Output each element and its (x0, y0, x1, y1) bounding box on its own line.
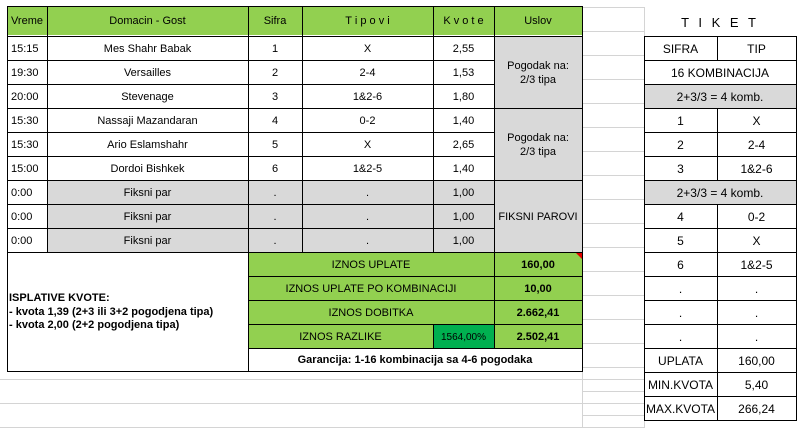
uslov-group-2[interactable]: Pogodak na: 2/3 tipa (494, 109, 582, 181)
light-gridline (582, 7, 644, 8)
tiket-border (644, 420, 796, 421)
row-6-sifra[interactable]: 6 (271, 163, 279, 175)
row-3-kvota[interactable]: 1,80 (452, 91, 475, 103)
row-2-tip[interactable]: 2-4 (359, 67, 376, 79)
row-2-match[interactable]: Versailles (123, 67, 172, 79)
light-gridline (582, 151, 644, 152)
tiket-min-label[interactable]: MIN.KVOTA (647, 378, 714, 392)
tiket-border (717, 228, 718, 252)
tiket-uplata-label[interactable]: UPLATA (658, 354, 703, 368)
header-tipovi[interactable]: T i p o v i (302, 7, 433, 35)
table-border (7, 204, 494, 205)
dobitka-value[interactable]: 2.662,41 (494, 301, 582, 325)
row-8-sifra[interactable]: . (248, 205, 302, 229)
row-3-time[interactable]: 20:00 (11, 91, 39, 103)
light-gridline (582, 295, 644, 296)
row-1-time[interactable]: 15:15 (11, 43, 39, 55)
tiket-border (717, 300, 718, 324)
row-9-time[interactable]: 0:00 (11, 235, 33, 247)
tiket-border (644, 324, 796, 325)
row-2-sifra[interactable]: 2 (271, 67, 279, 79)
table-border (7, 60, 494, 61)
table-border (494, 252, 495, 349)
light-gridline (582, 319, 644, 320)
tiket-group-2[interactable]: 2+3/3 = 4 komb. (644, 181, 796, 205)
row-8-time[interactable]: 0:00 (11, 211, 33, 223)
light-gridline (582, 223, 644, 224)
light-gridline (582, 415, 644, 416)
tiket-border (644, 156, 796, 157)
light-gridline (582, 31, 644, 32)
tiket-row-tip[interactable]: 2-4 (747, 138, 766, 152)
row-4-match[interactable]: Nassaji Mazandaran (97, 115, 198, 127)
tiket-border (717, 252, 718, 276)
row-4-time[interactable]: 15:30 (11, 115, 39, 127)
tiket-row-tip[interactable]: 0-2 (747, 210, 766, 224)
row-5-tip[interactable]: X (363, 139, 372, 151)
header-sifra[interactable]: Sifra (248, 7, 302, 35)
table-border (494, 108, 582, 109)
light-gridline (582, 343, 644, 344)
tiket-border (717, 108, 718, 132)
row-8-tip[interactable]: . (302, 205, 433, 229)
tiket-border (644, 204, 796, 205)
tiket-row-sifra[interactable]: . (678, 282, 683, 296)
light-gridline (582, 103, 644, 104)
table-border (248, 276, 582, 277)
row-8-kvota[interactable]: 1,00 (433, 205, 494, 229)
table-border (494, 6, 495, 253)
light-gridline (582, 271, 644, 272)
tiket-row-tip[interactable]: . (754, 330, 759, 344)
header-vreme[interactable]: Vreme (7, 7, 47, 35)
razlike-label[interactable]: IZNOS RAZLIKE (248, 325, 433, 349)
row-6-tip[interactable]: 1&2-5 (352, 163, 383, 175)
table-border (248, 252, 249, 372)
tiket-border (644, 84, 796, 85)
tiket-border (644, 348, 796, 349)
row-7-kvota[interactable]: 1,00 (433, 181, 494, 205)
tiket-kombinacija[interactable]: 16 KOMBINACIJA (670, 66, 770, 80)
tiket-border (796, 36, 797, 421)
row-8-match[interactable]: Fiksni par (47, 205, 248, 229)
table-border (7, 6, 8, 253)
light-gridline (582, 391, 644, 392)
tiket-row-tip[interactable]: X (752, 234, 761, 248)
row-1-sifra[interactable]: 1 (271, 43, 279, 55)
tiket-border (644, 108, 796, 109)
iznos-uplate-label[interactable]: IZNOS UPLATE (248, 253, 494, 277)
tiket-row-tip[interactable]: X (752, 114, 761, 128)
tiket-min-value[interactable]: 5,40 (744, 378, 769, 392)
tiket-border (644, 252, 796, 253)
po-kombinaciji-value[interactable]: 10,00 (494, 277, 582, 301)
row-5-match[interactable]: Ario Eslamshahr (107, 139, 188, 151)
table-border (7, 132, 494, 133)
tiket-border (717, 396, 718, 420)
table-border (248, 6, 249, 253)
tiket-border (644, 396, 796, 397)
tiket-max-label[interactable]: MAX.KVOTA (645, 402, 716, 416)
table-border (7, 228, 494, 229)
table-border (7, 180, 494, 181)
header-uslov[interactable]: Uslov (494, 7, 582, 35)
table-border (7, 84, 494, 85)
light-gridline (582, 199, 644, 200)
table-border (7, 6, 582, 7)
row-7-sifra[interactable]: . (248, 181, 302, 205)
tiket-border (644, 36, 796, 37)
row-5-kvota[interactable]: 2,65 (452, 139, 475, 151)
row-4-tip[interactable]: 0-2 (359, 115, 376, 127)
tiket-row-sifra[interactable]: . (678, 330, 683, 344)
row-3-tip[interactable]: 1&2-6 (352, 91, 383, 103)
dobitka-label[interactable]: IZNOS DOBITKA (248, 301, 494, 325)
light-gridline (582, 79, 644, 80)
tiket-row-tip[interactable]: 1&2-6 (740, 162, 773, 176)
table-border (7, 36, 494, 37)
tiket-border (717, 156, 718, 180)
light-gridline (0, 379, 644, 380)
tiket-row-sifra[interactable]: . (678, 306, 683, 320)
tiket-row-sifra[interactable]: 6 (677, 258, 684, 272)
table-border (7, 108, 494, 109)
table-border (248, 300, 582, 301)
tiket-row-sifra[interactable]: 3 (677, 162, 684, 176)
row-1-tip[interactable]: X (363, 43, 372, 55)
uslov-group-3[interactable]: FIKSNI PAROVI (494, 181, 582, 253)
table-border (7, 156, 494, 157)
tiket-max-value[interactable]: 266,24 (738, 402, 775, 416)
header-match[interactable]: Domacin - Gost (47, 7, 248, 35)
tiket-border (717, 372, 718, 396)
table-border (248, 348, 582, 349)
isplative-kvote-note: ISPLATIVE KVOTE: - kvota 1,39 (2+3 ili 3+2 pogodjena tipa) - kvota 2,00 (2+2 pogodjena tipa) (9, 292, 214, 331)
table-border (7, 252, 582, 253)
iznos-uplate-value[interactable]: 160,00 (494, 253, 582, 277)
tiket-group-1[interactable]: 2+3/3 = 4 komb. (644, 85, 796, 109)
row-6-match[interactable]: Dordoi Bishkek (110, 163, 185, 175)
tiket-border (644, 36, 645, 421)
light-gridline (582, 55, 644, 56)
table-border (433, 324, 434, 349)
table-border (47, 6, 48, 253)
tiket-border (717, 204, 718, 228)
tiket-row-sifra[interactable]: 5 (677, 234, 684, 248)
tiket-border (717, 324, 718, 348)
tiket-border (644, 228, 796, 229)
tiket-border (717, 36, 718, 60)
tiket-header-tip[interactable]: TIP (747, 42, 766, 56)
tiket-border (644, 300, 796, 301)
tiket-border (644, 276, 796, 277)
uslov-group-1[interactable]: Pogodak na: 2/3 tipa (494, 37, 582, 109)
tiket-uplata-value[interactable]: 160,00 (738, 354, 775, 368)
light-gridline (0, 403, 644, 404)
light-gridline (582, 127, 644, 128)
tiket-border (644, 180, 796, 181)
table-border (302, 6, 303, 253)
row-1-match[interactable]: Mes Shahr Babak (103, 43, 192, 55)
table-border (494, 180, 582, 181)
row-9-kvota[interactable]: 1,00 (433, 229, 494, 253)
tiket-border (717, 348, 718, 372)
row-3-match[interactable]: Stevenage (121, 91, 174, 103)
tiket-row-tip[interactable]: . (754, 306, 759, 320)
row-5-time[interactable]: 15:30 (11, 139, 39, 151)
row-2-time[interactable]: 19:30 (11, 67, 39, 79)
tiket-row-sifra[interactable]: 2 (677, 138, 684, 152)
row-2-kvota[interactable]: 1,53 (452, 67, 475, 79)
row-5-sifra[interactable]: 5 (271, 139, 279, 151)
table-border (7, 252, 8, 372)
row-9-sifra[interactable]: . (248, 229, 302, 253)
tiket-row-tip[interactable]: 1&2-5 (740, 258, 773, 272)
tiket-border (717, 132, 718, 156)
light-gridline (582, 247, 644, 248)
header-kvote[interactable]: K v o t e (433, 7, 494, 35)
row-4-sifra[interactable]: 4 (271, 115, 279, 127)
row-1-kvota[interactable]: 2,55 (452, 43, 475, 55)
tiket-row-sifra[interactable]: 1 (677, 114, 684, 128)
tiket-header-sifra[interactable]: SIFRA (662, 42, 699, 56)
table-border (582, 252, 583, 372)
table-border (248, 324, 582, 325)
tiket-border (644, 372, 796, 373)
tiket-title: T I K E T (681, 14, 759, 30)
tiket-border (644, 132, 796, 133)
row-4-kvota[interactable]: 1,40 (452, 115, 475, 127)
tiket-border (717, 276, 718, 300)
tiket-row-tip[interactable]: . (754, 282, 759, 296)
light-gridline (582, 175, 644, 176)
razlike-percent[interactable]: 1564,00% (433, 325, 494, 349)
row-9-tip[interactable]: . (302, 229, 433, 253)
tiket-row-sifra[interactable]: 4 (677, 210, 684, 224)
table-border (433, 6, 434, 253)
tiket-border (644, 60, 796, 61)
table-border (582, 6, 583, 253)
row-7-tip[interactable]: . (302, 181, 433, 205)
row-6-time[interactable]: 15:00 (11, 163, 39, 175)
light-gridline (582, 367, 644, 368)
table-border (7, 371, 582, 372)
row-3-sifra[interactable]: 3 (271, 91, 279, 103)
po-kombinaciji-label[interactable]: IZNOS UPLATE PO KOMBINACIJI (248, 277, 494, 301)
row-7-time[interactable]: 0:00 (11, 187, 33, 199)
razlike-value[interactable]: 2.502,41 (494, 325, 582, 349)
row-9-match[interactable]: Fiksni par (47, 229, 248, 253)
row-7-match[interactable]: Fiksni par (47, 181, 248, 205)
row-6-kvota[interactable]: 1,40 (452, 163, 475, 175)
garancija-text[interactable]: Garancija: 1-16 kombinacija sa 4-6 pogodaka (297, 354, 533, 366)
